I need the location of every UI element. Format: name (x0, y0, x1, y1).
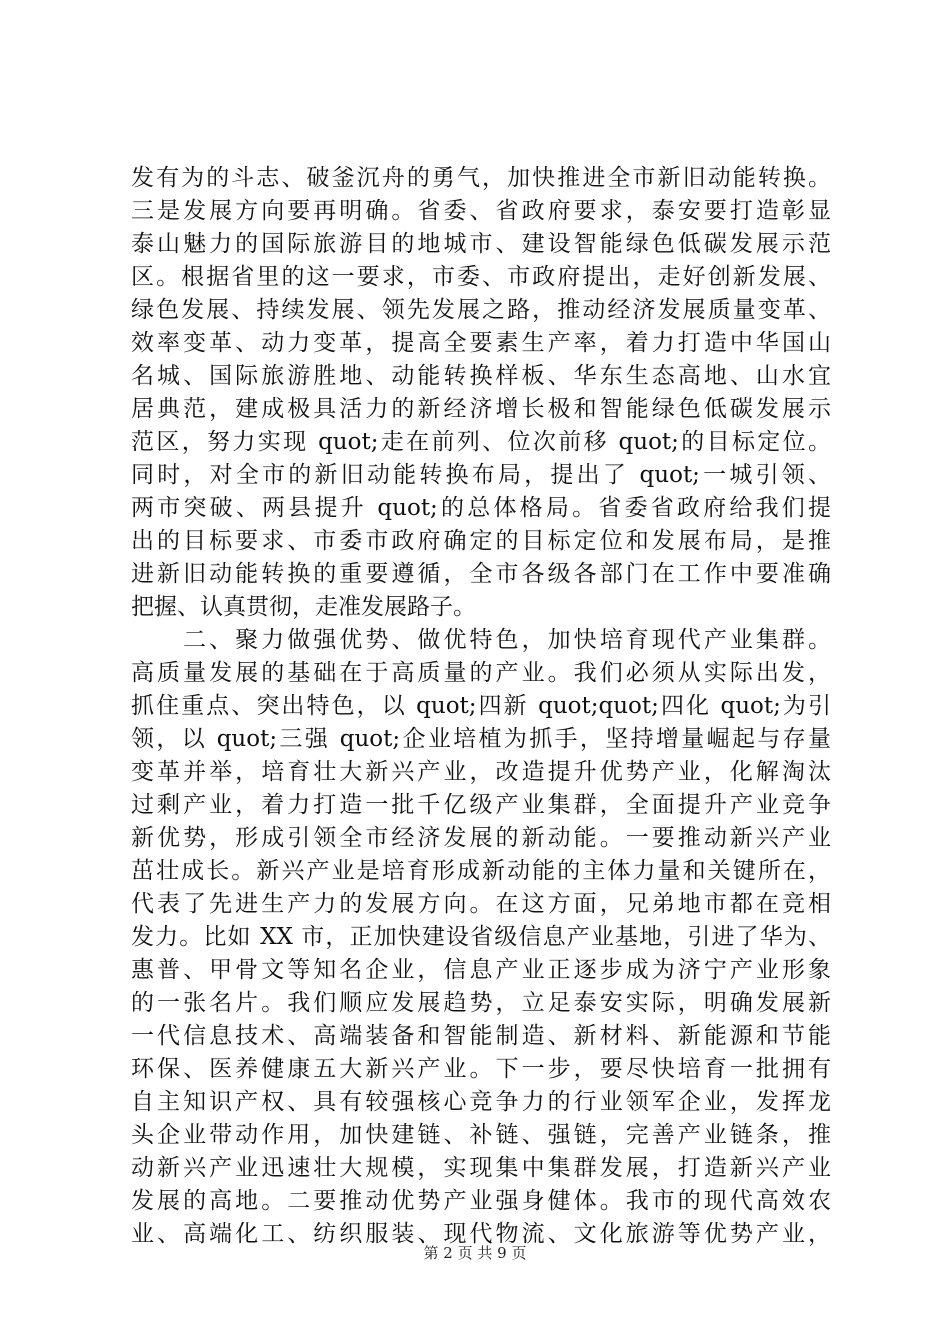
text-line: 进新旧动能转换的重要遵循，全市各级各部门在工作中要准确 (131, 561, 831, 587)
text-line: 头企业带动作用，加快建链、补链、强链，完善产业链条，推 (131, 1122, 831, 1148)
text-line: 泰山魅力的国际旅游目的地城市、建设智能绿色低碳发展示范 (131, 231, 831, 257)
text-line: 新优势，形成引领全市经济发展的新动能。一要推动新兴产业 (131, 825, 831, 851)
text-line: 出的目标要求、市委市政府确定的目标定位和发展布局，是推 (131, 528, 831, 554)
text-line: 区。根据省里的这一要求，市委、市政府提出，走好创新发展、 (131, 264, 831, 290)
text-line: 范区，努力实现 quot;走在前列、位次前移 quot;的目标定位。 (131, 429, 831, 455)
text-line: 过剩产业，着力打造一批千亿级产业集群，全面提升产业竞争 (131, 792, 831, 818)
text-line: 发有为的斗志、破釜沉舟的勇气，加快推进全市新旧动能转换。 (131, 165, 831, 191)
text-line: 效率变革、动力变革，提高全要素生产率，着力打造中华国山 (131, 330, 831, 356)
page-number-footer: 第 2 页 共 9 页 (423, 1244, 527, 1262)
text-line: 的一张名片。我们顺应发展趋势，立足泰安实际，明确发展新 (131, 990, 831, 1016)
text-line: 两市突破、两县提升 quot;的总体格局。省委省政府给我们提 (131, 495, 831, 521)
text-line: 自主知识产权、具有较强核心竞争力的行业领军企业，发挥龙 (131, 1089, 831, 1115)
text-line: 环保、医养健康五大新兴产业。下一步，要尽快培育一批拥有 (131, 1056, 831, 1082)
text-line: 代表了先进生产力的发展方向。在这方面，兄弟地市都在竞相 (131, 891, 831, 917)
text-line: 抓住重点、突出特色，以 quot;四新 quot;quot;四化 quot;为引 (131, 693, 831, 719)
text-line: 惠普、甲骨文等知名企业，信息产业正逐步成为济宁产业形象 (131, 957, 831, 983)
text-line: 发展的高地。二要推动优势产业强身健体。我市的现代高效农 (131, 1188, 831, 1214)
text-line: 名城、国际旅游胜地、动能转换样板、华东生态高地、山水宜 (131, 363, 831, 389)
text-line: 绿色发展、持续发展、领先发展之路，推动经济发展质量变革、 (131, 297, 831, 323)
text-line: 一代信息技术、高端装备和智能制造、新材料、新能源和节能 (131, 1023, 831, 1049)
text-line: 同时，对全市的新旧动能转换布局，提出了 quot;一城引领、 (131, 462, 831, 488)
text-line: 高质量发展的基础在于高质量的产业。我们必须从实际出发， (131, 660, 831, 686)
text-line: 业、高端化工、纺织服装、现代物流、文化旅游等优势产业， (131, 1221, 831, 1247)
text-line: 茁壮成长。新兴产业是培育形成新动能的主体力量和关键所在， (131, 858, 831, 884)
text-line: 动新兴产业迅速壮大规模，实现集中集群发展，打造新兴产业 (131, 1155, 831, 1181)
paragraph-heading-line: 二、聚力做强优势、做优特色，加快培育现代产业集群。 (131, 627, 831, 653)
text-line: 三是发展方向要再明确。省委、省政府要求，泰安要打造彰显 (131, 198, 831, 224)
text-line: 把握、认真贯彻，走准发展路子。 (131, 594, 476, 620)
text-line: 变革并举，培育壮大新兴产业，改造提升优势产业，化解淘汰 (131, 759, 831, 785)
text-line: 发力。比如 XX 市，正加快建设省级信息产业基地，引进了华为、 (131, 924, 831, 950)
text-line: 居典范，建成极具活力的新经济增长极和智能绿色低碳发展示 (131, 396, 831, 422)
text-line: 领，以 quot;三强 quot;企业培植为抓手，坚持增量崛起与存量 (131, 726, 831, 752)
document-body (131, 162, 831, 1251)
